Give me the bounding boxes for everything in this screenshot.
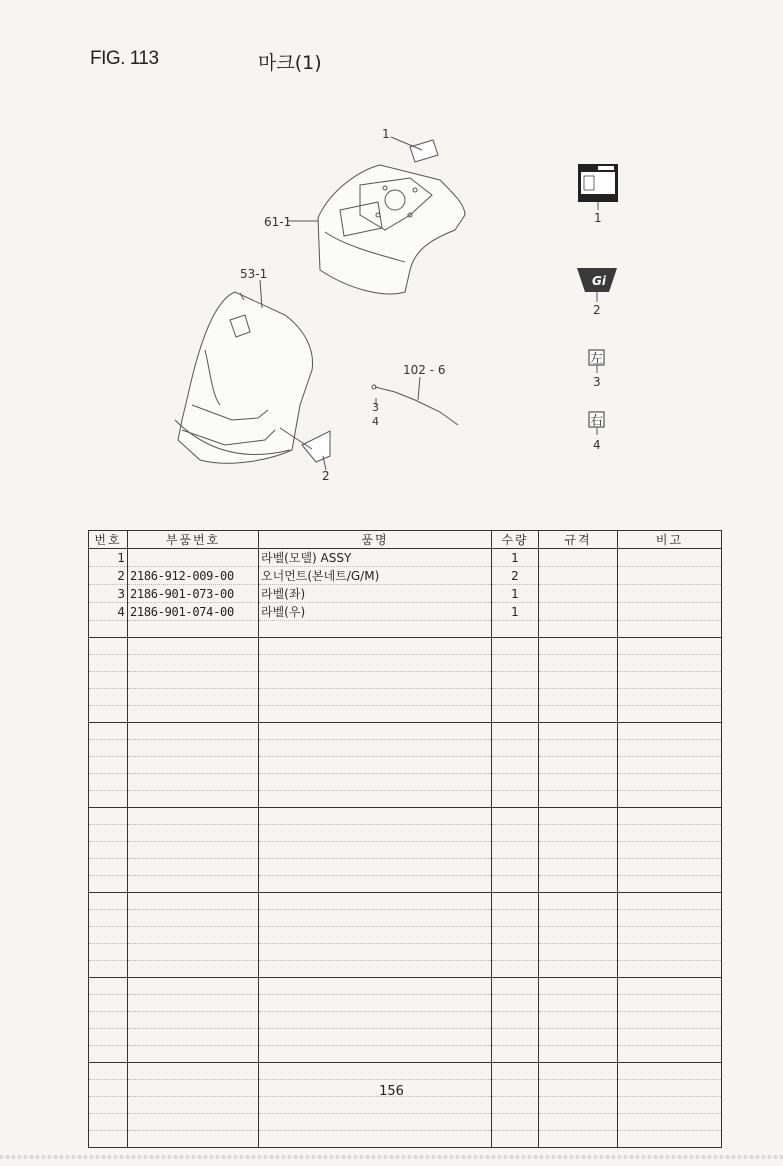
- cell-no: 2: [89, 567, 128, 585]
- empty-cell: [618, 706, 722, 723]
- empty-cell: [128, 1131, 259, 1148]
- legend-number-3: 3: [593, 375, 601, 389]
- empty-cell: [89, 774, 128, 791]
- empty-cell: [128, 757, 259, 774]
- empty-table-row: [89, 638, 722, 655]
- table-row: [89, 549, 722, 567]
- empty-cell: [492, 808, 539, 825]
- empty-cell: [89, 723, 128, 740]
- empty-cell: [539, 621, 618, 638]
- empty-cell: [539, 706, 618, 723]
- header-no: 번호: [89, 531, 128, 549]
- empty-cell: [89, 1063, 128, 1080]
- empty-cell: [618, 1114, 722, 1131]
- callout-53-1: 53-1: [240, 267, 268, 281]
- callout-2: 2: [322, 469, 330, 483]
- empty-cell: [539, 689, 618, 706]
- empty-cell: [539, 1131, 618, 1148]
- empty-table-row: [89, 808, 722, 825]
- empty-cell: [539, 893, 618, 910]
- empty-cell: [259, 638, 492, 655]
- empty-cell: [618, 1012, 722, 1029]
- empty-cell: [89, 842, 128, 859]
- empty-cell: [492, 910, 539, 927]
- empty-cell: [492, 723, 539, 740]
- empty-cell: [492, 791, 539, 808]
- empty-cell: [259, 910, 492, 927]
- empty-cell: [89, 1097, 128, 1114]
- callout-1: 1: [382, 127, 390, 141]
- empty-cell: [539, 842, 618, 859]
- cell-part-no: 2186-901-073-00: [128, 585, 259, 603]
- empty-cell: [259, 944, 492, 961]
- empty-cell: [492, 1063, 539, 1080]
- empty-cell: [539, 672, 618, 689]
- empty-cell: [89, 910, 128, 927]
- empty-table-row: [89, 927, 722, 944]
- left-label-icon: [589, 350, 604, 367]
- empty-cell: [89, 1029, 128, 1046]
- empty-cell: [539, 723, 618, 740]
- empty-cell: [492, 944, 539, 961]
- gi-ornament-icon: [577, 268, 617, 292]
- empty-cell: [618, 740, 722, 757]
- empty-table-row: [89, 621, 722, 638]
- svg-text:右: 右: [590, 414, 604, 429]
- empty-cell: [539, 1114, 618, 1131]
- empty-cell: [618, 927, 722, 944]
- parts-table: [88, 530, 722, 1148]
- empty-cell: [128, 825, 259, 842]
- empty-cell: [618, 1131, 722, 1148]
- cell-name: 라벨(좌): [259, 585, 492, 603]
- empty-cell: [492, 1046, 539, 1063]
- cell-spec: [539, 567, 618, 585]
- empty-cell: [492, 978, 539, 995]
- empty-cell: [259, 757, 492, 774]
- empty-cell: [539, 1063, 618, 1080]
- empty-cell: [492, 961, 539, 978]
- empty-cell: [618, 1046, 722, 1063]
- cell-name: 라벨(모델) ASSY: [259, 549, 492, 567]
- empty-cell: [492, 638, 539, 655]
- cell-remarks: [618, 603, 722, 621]
- empty-cell: [539, 638, 618, 655]
- empty-cell: [128, 689, 259, 706]
- svg-text:左: 左: [590, 352, 604, 367]
- empty-cell: [618, 723, 722, 740]
- empty-cell: [259, 706, 492, 723]
- empty-table-row: [89, 1029, 722, 1046]
- cell-name: 오너먼트(본네트/G/M): [259, 567, 492, 585]
- empty-cell: [128, 995, 259, 1012]
- empty-table-row: [89, 1063, 722, 1080]
- empty-cell: [618, 1097, 722, 1114]
- empty-cell: [539, 1029, 618, 1046]
- empty-table-row: [89, 1012, 722, 1029]
- callout-3: 3: [372, 401, 379, 414]
- cell-qty: 1: [492, 603, 539, 621]
- empty-cell: [89, 740, 128, 757]
- empty-cell: [128, 876, 259, 893]
- cover-part-61-1: [318, 165, 465, 294]
- empty-cell: [618, 621, 722, 638]
- empty-cell: [539, 1046, 618, 1063]
- empty-cell: [492, 1114, 539, 1131]
- empty-table-row: [89, 978, 722, 995]
- empty-cell: [89, 791, 128, 808]
- empty-cell: [539, 927, 618, 944]
- figure-number: FIG. 113: [90, 48, 159, 69]
- empty-cell: [618, 859, 722, 876]
- rod-part-102-6: [375, 387, 458, 425]
- empty-cell: [492, 876, 539, 893]
- empty-cell: [259, 927, 492, 944]
- empty-cell: [492, 655, 539, 672]
- empty-table-row: [89, 859, 722, 876]
- empty-cell: [89, 825, 128, 842]
- cell-spec: [539, 603, 618, 621]
- empty-cell: [259, 723, 492, 740]
- ornament-part-2: [302, 431, 330, 462]
- empty-cell: [89, 1046, 128, 1063]
- empty-cell: [259, 1131, 492, 1148]
- header-spec: 규격: [539, 531, 618, 549]
- header-name: 품명: [259, 531, 492, 549]
- empty-table-row: [89, 757, 722, 774]
- table-row: [89, 567, 722, 585]
- empty-cell: [492, 689, 539, 706]
- empty-cell: [618, 774, 722, 791]
- empty-table-row: [89, 825, 722, 842]
- empty-cell: [492, 995, 539, 1012]
- empty-cell: [618, 825, 722, 842]
- empty-cell: [128, 961, 259, 978]
- cell-spec: [539, 585, 618, 603]
- empty-cell: [128, 791, 259, 808]
- empty-cell: [259, 740, 492, 757]
- cell-no: 3: [89, 585, 128, 603]
- empty-cell: [618, 995, 722, 1012]
- empty-cell: [492, 842, 539, 859]
- empty-cell: [492, 1012, 539, 1029]
- empty-cell: [259, 808, 492, 825]
- empty-cell: [618, 689, 722, 706]
- cell-qty: 1: [492, 549, 539, 567]
- cell-part-no: [128, 549, 259, 567]
- cell-no: 1: [89, 549, 128, 567]
- empty-cell: [89, 1131, 128, 1148]
- empty-table-row: [89, 1046, 722, 1063]
- empty-cell: [89, 706, 128, 723]
- empty-cell: [89, 927, 128, 944]
- empty-cell: [259, 791, 492, 808]
- empty-cell: [618, 672, 722, 689]
- cell-qty: 1: [492, 585, 539, 603]
- callout-61-1: 61-1: [264, 215, 292, 229]
- svg-text:Gi: Gi: [592, 274, 606, 288]
- callout-4: 4: [372, 415, 379, 428]
- empty-cell: [259, 995, 492, 1012]
- empty-cell: [128, 944, 259, 961]
- cell-part-no: 2186-901-074-00: [128, 603, 259, 621]
- empty-table-row: [89, 876, 722, 893]
- empty-table-row: [89, 944, 722, 961]
- empty-cell: [128, 893, 259, 910]
- empty-table-row: [89, 706, 722, 723]
- empty-cell: [492, 774, 539, 791]
- empty-cell: [492, 706, 539, 723]
- legend-number-1: 1: [594, 211, 602, 225]
- empty-cell: [128, 638, 259, 655]
- empty-cell: [618, 961, 722, 978]
- table-header-row: [89, 531, 722, 549]
- empty-cell: [539, 1012, 618, 1029]
- empty-cell: [128, 910, 259, 927]
- empty-cell: [539, 740, 618, 757]
- empty-cell: [618, 893, 722, 910]
- empty-cell: [492, 740, 539, 757]
- empty-cell: [89, 995, 128, 1012]
- empty-cell: [128, 978, 259, 995]
- right-label-icon: [589, 412, 604, 429]
- empty-cell: [89, 961, 128, 978]
- empty-cell: [128, 1114, 259, 1131]
- empty-cell: [618, 808, 722, 825]
- parts-diagram: [0, 100, 783, 520]
- cell-qty: 2: [492, 567, 539, 585]
- empty-cell: [89, 808, 128, 825]
- empty-cell: [259, 961, 492, 978]
- empty-cell: [128, 621, 259, 638]
- empty-cell: [259, 1114, 492, 1131]
- empty-cell: [618, 978, 722, 995]
- empty-cell: [539, 655, 618, 672]
- empty-cell: [539, 1097, 618, 1114]
- empty-cell: [539, 825, 618, 842]
- empty-cell: [128, 655, 259, 672]
- empty-cell: [259, 1097, 492, 1114]
- empty-cell: [89, 1114, 128, 1131]
- empty-cell: [128, 1012, 259, 1029]
- empty-cell: [128, 740, 259, 757]
- empty-cell: [539, 995, 618, 1012]
- empty-cell: [128, 723, 259, 740]
- table-row: [89, 585, 722, 603]
- label-part-1: [410, 140, 438, 162]
- empty-cell: [539, 774, 618, 791]
- empty-cell: [128, 774, 259, 791]
- empty-cell: [259, 1029, 492, 1046]
- empty-cell: [259, 672, 492, 689]
- empty-table-row: [89, 672, 722, 689]
- empty-cell: [539, 859, 618, 876]
- empty-cell: [259, 842, 492, 859]
- empty-cell: [492, 757, 539, 774]
- figure-title: 마크(1): [258, 52, 322, 74]
- empty-cell: [128, 927, 259, 944]
- empty-cell: [89, 1012, 128, 1029]
- empty-cell: [89, 655, 128, 672]
- empty-cell: [128, 672, 259, 689]
- empty-cell: [259, 1012, 492, 1029]
- empty-cell: [89, 621, 128, 638]
- empty-cell: [89, 944, 128, 961]
- empty-table-row: [89, 689, 722, 706]
- empty-cell: [89, 978, 128, 995]
- empty-cell: [492, 825, 539, 842]
- empty-cell: [89, 689, 128, 706]
- empty-cell: [259, 876, 492, 893]
- empty-cell: [89, 638, 128, 655]
- empty-cell: [128, 1097, 259, 1114]
- empty-cell: [89, 672, 128, 689]
- empty-cell: [259, 1046, 492, 1063]
- empty-table-row: [89, 723, 722, 740]
- callout-102-6: 102 - 6: [403, 363, 446, 377]
- empty-cell: [492, 893, 539, 910]
- empty-cell: [539, 961, 618, 978]
- empty-cell: [618, 791, 722, 808]
- empty-cell: [492, 621, 539, 638]
- empty-cell: [492, 1097, 539, 1114]
- header-qty: 수량: [492, 531, 539, 549]
- empty-cell: [492, 672, 539, 689]
- empty-cell: [618, 1063, 722, 1080]
- empty-cell: [539, 808, 618, 825]
- cell-remarks: [618, 567, 722, 585]
- cell-no: 4: [89, 603, 128, 621]
- bonnet-part-53-1: [178, 292, 313, 463]
- empty-cell: [89, 876, 128, 893]
- empty-cell: [128, 808, 259, 825]
- empty-table-row: [89, 740, 722, 757]
- page-number: 156: [379, 1084, 404, 1099]
- cell-spec: [539, 549, 618, 567]
- empty-cell: [128, 706, 259, 723]
- empty-table-row: [89, 1097, 722, 1114]
- empty-cell: [492, 1131, 539, 1148]
- empty-table-row: [89, 791, 722, 808]
- empty-cell: [539, 978, 618, 995]
- empty-cell: [618, 655, 722, 672]
- empty-cell: [259, 689, 492, 706]
- empty-table-row: [89, 774, 722, 791]
- empty-table-row: [89, 1114, 722, 1131]
- empty-cell: [128, 842, 259, 859]
- empty-cell: [618, 876, 722, 893]
- cell-remarks: [618, 585, 722, 603]
- empty-cell: [259, 978, 492, 995]
- empty-cell: [259, 774, 492, 791]
- empty-cell: [492, 927, 539, 944]
- legend-number-2: 2: [593, 303, 601, 317]
- empty-table-row: [89, 655, 722, 672]
- empty-cell: [539, 876, 618, 893]
- model-label-icon: [578, 164, 618, 202]
- empty-cell: [259, 825, 492, 842]
- empty-cell: [539, 757, 618, 774]
- table-row: [89, 603, 722, 621]
- scan-edge: [0, 1155, 783, 1159]
- header-remarks: 비고: [618, 531, 722, 549]
- empty-table-row: [89, 910, 722, 927]
- empty-table-row: [89, 1131, 722, 1148]
- empty-cell: [89, 757, 128, 774]
- empty-table-row: [89, 842, 722, 859]
- empty-cell: [259, 655, 492, 672]
- empty-cell: [618, 910, 722, 927]
- empty-cell: [89, 859, 128, 876]
- empty-table-row: [89, 961, 722, 978]
- empty-table-row: [89, 893, 722, 910]
- header-part-no: 부품번호: [128, 531, 259, 549]
- cell-name: 라벨(우): [259, 603, 492, 621]
- empty-cell: [539, 791, 618, 808]
- empty-cell: [492, 1029, 539, 1046]
- cell-part-no: 2186-912-009-00: [128, 567, 259, 585]
- empty-cell: [259, 621, 492, 638]
- empty-cell: [128, 859, 259, 876]
- empty-cell: [618, 1029, 722, 1046]
- empty-cell: [128, 1029, 259, 1046]
- empty-cell: [539, 944, 618, 961]
- legend-number-4: 4: [593, 438, 601, 452]
- empty-cell: [259, 859, 492, 876]
- empty-cell: [259, 1063, 492, 1080]
- empty-cell: [618, 944, 722, 961]
- empty-cell: [618, 757, 722, 774]
- empty-table-row: [89, 995, 722, 1012]
- empty-cell: [128, 1063, 259, 1080]
- cell-remarks: [618, 549, 722, 567]
- empty-cell: [128, 1046, 259, 1063]
- empty-cell: [89, 893, 128, 910]
- empty-cell: [259, 893, 492, 910]
- empty-cell: [618, 638, 722, 655]
- empty-cell: [492, 859, 539, 876]
- empty-cell: [539, 910, 618, 927]
- empty-cell: [618, 842, 722, 859]
